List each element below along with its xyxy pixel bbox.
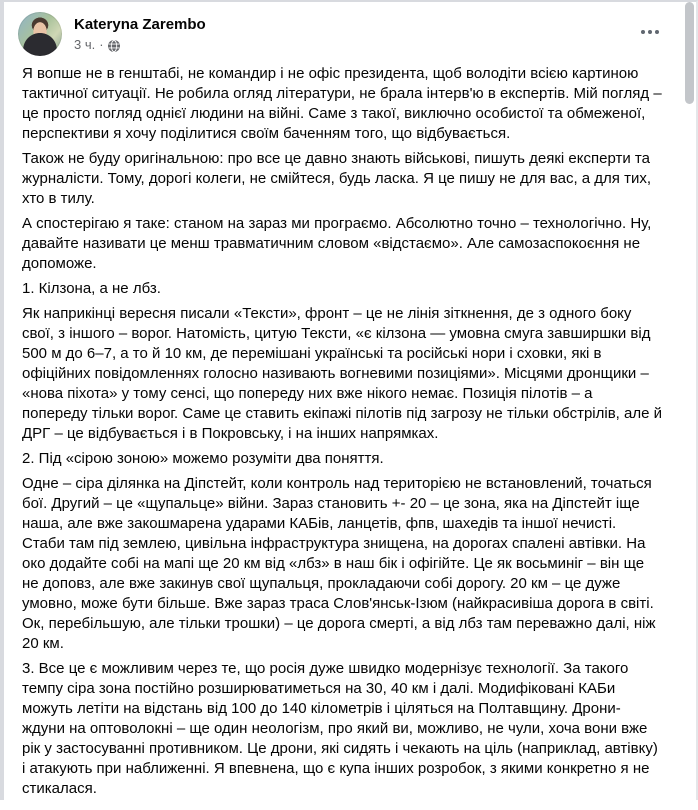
scrollbar[interactable] [683, 0, 698, 800]
post-paragraph: А спостерігаю я таке: станом на зараз ми програємо. Абсолютно точно – технологічно. Ну, давайте називати це менш травматичним словом «відстаємо». Але самозаспокоєння не допоможе. [22, 215, 652, 272]
ellipsis-icon [655, 30, 659, 34]
ellipsis-icon [648, 30, 652, 34]
post-paragraph: 2. Під «сірою зоною» можемо розуміти два поняття. [22, 450, 384, 467]
globe-icon [108, 40, 120, 52]
post-header [4, 2, 696, 56]
post-paragraph: Одне – сіра ділянка на Діпстейт, коли контроль над територією не встановлений, точаться бої. Другий – це «щупальце» війни. Зараз становить +- 20 – це зона, яка на Діпстейт іще наша, але вже закошмарена ударами КАБів, ланцетів, фпв, шахедів та іншої нечисті. Стаби там під землею, цивільна інфраструктура знищена, на дорогах спалені автівки. На око додайте собі на мапі ще 20 км від «лбз» в наш бік і офігійте. Це як восьминіг – він ще не доповз, але вже закинув свої щупальця, прокладаючи собі дорогу. 20 км – це дуже умовно, може бути більше. Вже зараз траса Слов'янськ-Ізюм (найкрасивіша дорога в світі. Ок, перебільшую, але тільки трошки) – це дорога смерті, а від лбз там переважно далі, ніж 20 км. [22, 475, 656, 652]
post-paragraph: 3. Все це є можливим через те, що росія дуже швидко модернізує технології. За такого темпу сіра зона постійно розширюватиметься на 30, 40 км і далі. Модифіковані КАБи можуть летіти на відстань від 100 до 140 кілометрів і ціляться на Полтавщину. Дрони-ждуни на оптоволокні – ще один неологізм, про який ви, можливо, не чули, хоча вони вже рік у застосуванні противником. Це дрони, які сидять і чекають на ціль (наприклад, автівку) і атакують при наближенні. Я впевнена, що є купа інших розробок, з якими конкретно я не стикалася. [22, 660, 658, 797]
ellipsis-icon [641, 30, 645, 34]
post-paragraph: 1. Кілзона, а не лбз. [22, 280, 161, 297]
post-timestamp[interactable]: 3 ч. [74, 37, 96, 52]
meta-separator: · [99, 37, 104, 52]
post-paragraph: Також не буду оригінальною: про все це давно знають військові, пишуть деякі експерти та журналісти. Тому, дорогі колеги, не смійтеся, будь ласка. Я це пишу не для вас, а для тих, хто в тилу. [22, 150, 651, 207]
more-options-button[interactable] [634, 18, 666, 46]
scrollbar-thumb[interactable] [685, 2, 694, 104]
post-meta [74, 37, 206, 53]
post-paragraph: Як наприкінці вересня писали «Тексти», фронт – це не лінія зіткнення, де з одного боку свої, з іншого – ворог. Натомість, цитую Тексти, «є кілзона — умовна смуга завширшки від 500 м до 6–7, а то й 10 км, де перемішані українські та російські нори і сховки, які в офіційних повідомленнях голосно називають вогневими позиціями». Місцями дронщики – «нова піхота» у тому сенсі, що попереду них вже нікого немає. Позиція пілотів – а попереду тільки ворог. Саме це ставить екіпажі пілотів під загрозу не тільки обстрілів, але й ДРГ – це відбувається і в Покровську, і на інших напрямках. [22, 305, 663, 442]
avatar[interactable] [18, 12, 62, 56]
author-name[interactable]: Kateryna Zarembo [74, 16, 206, 33]
post-paragraph: Я вопше не в генштабі, не командир і не офіс президента, щоб володіти всією картиною тактичної ситуації. Не робила огляд літератури, не брала інтерв'ю в експертів. Мій погляд – це просто погляд однієї людини на війні. Саме з такої, виключно особистої та обмеженої, перспективи я хочу поділитися своїм баченням того, що відбувається. [22, 65, 662, 142]
post-body [4, 56, 696, 810]
header-info [74, 12, 206, 53]
